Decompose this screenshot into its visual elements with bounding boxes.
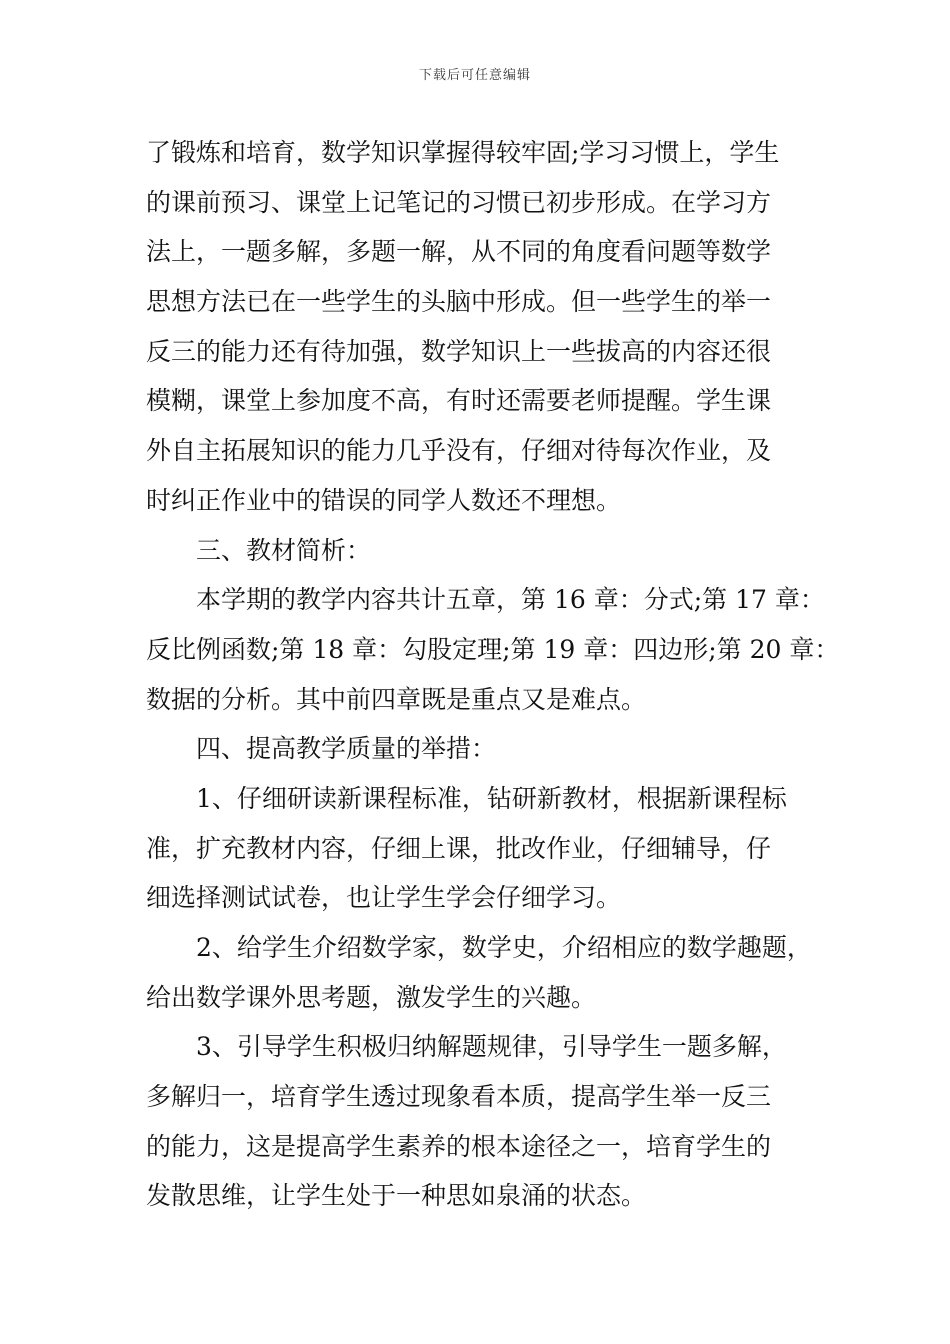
list-item: 1、仔细研读新课程标准，钻研新教材，根据新课程标 [196,783,787,813]
page-header: 下载后可任意编辑 [418,68,531,83]
text-line: 反三的能力还有待加强，数学知识上一些拔高的内容还很 [146,336,772,366]
section-heading: 四、提高教学质量的举措： [196,734,497,764]
section-heading: 三、教材简析： [196,535,372,565]
text-line: 反比例函数;第 18 章：勾股定理;第 19 章：四边形;第 20 章： [146,634,840,664]
text-line: 了锻炼和培育，数学知识掌握得较牢固;学习习惯上，学生 [146,138,780,167]
text-line: 本学期的教学内容共计五章，第 16 章：分式;第 17 章： [196,585,825,615]
text-line: 的课前预习、课堂上记笔记的习惯已初步形成。在学习方 [146,187,772,217]
text-line: 准，扩充教材内容，仔细上课，批改作业，仔细辅导，仔 [146,833,772,863]
document-body [146,128,840,1221]
list-item: 2、给学生介绍数学家，数学史，介绍相应的数学趣题， [196,933,812,962]
text-line: 法上，一题多解，多题一解，从不同的角度看问题等数学 [146,237,772,267]
text-line: 外自主拓展知识的能力几乎没有，仔细对待每次作业，及 [146,436,772,466]
text-line: 多解归一，培育学生透过现象看本质，提高学生举一反三 [146,1082,772,1112]
text-line: 模糊，课堂上参加度不高，有时还需要老师提醒。学生课 [146,386,772,416]
text-line: 发散思维，让学生处于一种思如泉涌的状态。 [146,1181,647,1211]
text-line: 时纠正作业中的错误的同学人数还不理想。 [146,485,622,515]
text-line: 思想方法已在一些学生的头脑中形成。但一些学生的举一 [146,287,772,317]
list-item: 3、引导学生积极归纳解题规律，引导学生一题多解， [196,1032,787,1062]
text-line: 给出数学课外思考题，激发学生的兴趣。 [146,982,597,1012]
text-line: 数据的分析。其中前四章既是重点又是难点。 [146,684,647,714]
text-line: 的能力，这是提高学生素养的根本途径之一，培育学生的 [146,1131,772,1161]
text-line: 细选择测试试卷，也让学生学会仔细学习。 [146,883,622,913]
